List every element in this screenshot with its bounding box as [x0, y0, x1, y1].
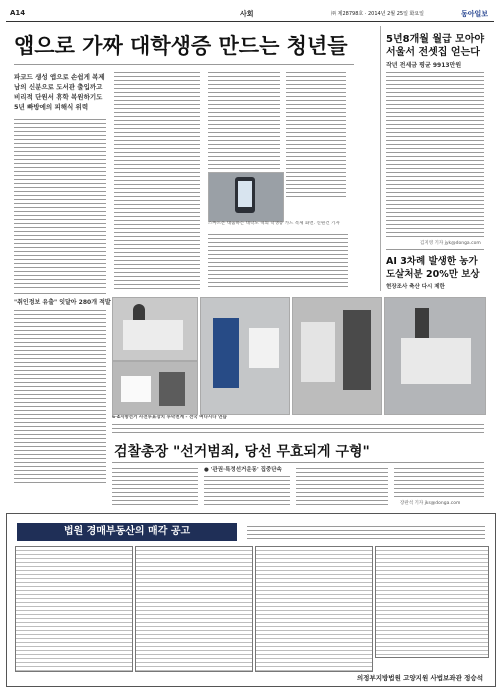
- election-caption-text: [112, 422, 484, 436]
- election-column-3: [296, 466, 388, 506]
- lower-article-text: [14, 308, 106, 484]
- article-column-3: [208, 70, 280, 170]
- page-number: A14: [10, 9, 26, 17]
- election-photo-4: [292, 297, 382, 415]
- page-header: [6, 7, 494, 19]
- sidebar-bottom-headline-1: AI 3차례 발생한 농가: [386, 256, 478, 267]
- sidebar-top-subhead: 작년 전세금 평균 9913만원: [386, 62, 462, 69]
- sidebar-bottom-subhead: 현장조사 축산 다시 제한: [386, 284, 445, 290]
- election-caption-title: 6·4지방선거 사전투표장치 투막천계 - 전국 여다시다 연습: [112, 415, 227, 420]
- newspaper-brand: 동아일보: [460, 10, 488, 18]
- issue-meta: ㈜ 제28798호 · 2014년 2월 25일 화요일: [331, 11, 424, 17]
- sidebar-top-headline-2: 서울서 전셋집 얻는다: [386, 47, 480, 58]
- header-rule: [6, 21, 494, 22]
- election-byline: 장관석 기자 jks@donga.com: [400, 501, 461, 506]
- election-column-4: [394, 466, 484, 498]
- sidebar-bottom-headline-2: 도살처분 20%만 보상: [386, 269, 480, 280]
- ad-title: 법원 경매부동산의 매각 공고: [17, 523, 237, 541]
- main-subhead-2: 남의 신분으로 도서관 출입까고: [14, 83, 103, 91]
- lower-headline: "취인정보 유출" 잇달아 280개 적발: [14, 299, 111, 306]
- ad-table-4: [375, 546, 489, 658]
- sidebar-top-byline: 김지영 기자 jyk@donga.com: [420, 241, 481, 246]
- main-subhead-4: 5년 빠방에의 피해식 위력: [14, 103, 89, 111]
- section-title: 사회: [240, 10, 254, 18]
- photo-credit: 신원건 기자: [316, 221, 340, 226]
- photo-caption-text: 스마트폰 대출하는 대학도 혁의 학생증 카드 복제 화면.: [208, 221, 316, 226]
- main-headline: 앱으로 가짜 대학생증 만드는 청년들: [14, 34, 348, 58]
- election-photo-2: [112, 361, 198, 415]
- photo-caption: [208, 221, 348, 233]
- election-column-2: [204, 474, 290, 506]
- column-divider: [380, 26, 381, 291]
- sidebar-divider: [386, 249, 484, 250]
- election-column-1: [112, 466, 198, 506]
- auction-ad: [6, 513, 496, 687]
- election-photo-5: [384, 297, 486, 415]
- election-photo-1: [112, 297, 198, 361]
- lower-article-rule: [14, 293, 106, 294]
- phone-photo: [208, 172, 284, 222]
- ad-table-3: [255, 546, 373, 672]
- article-column-4a: [286, 70, 346, 200]
- article-column-2: [114, 70, 200, 289]
- election-photo-3: [200, 297, 290, 415]
- main-subhead-3: 비리적 단원서 휴학 복원하기도: [14, 93, 103, 101]
- article-column-3b: [208, 232, 348, 289]
- ad-table-2: [135, 546, 253, 672]
- election-headline: 검찰총장 "선거범죄, 당선 무효되게 구형": [114, 444, 370, 460]
- main-subhead-1: 파코드 생성 앱으로 손쉽게 복제: [14, 73, 105, 81]
- ad-intro-text: [247, 524, 485, 540]
- headline-rule: [14, 64, 354, 65]
- sidebar-top-headline-1: 5년8개월 월급 모아야: [386, 34, 485, 45]
- election-rule: [112, 462, 484, 463]
- ad-table-1: [15, 546, 133, 672]
- ad-footer: 의정부지방법원 고양지원 사법보좌관 정승석: [356, 674, 483, 682]
- election-subhead: ● '관권·특정선거운동' 집중단속: [204, 467, 282, 473]
- article-column-1: [14, 117, 106, 289]
- sidebar-top-text: [386, 70, 484, 238]
